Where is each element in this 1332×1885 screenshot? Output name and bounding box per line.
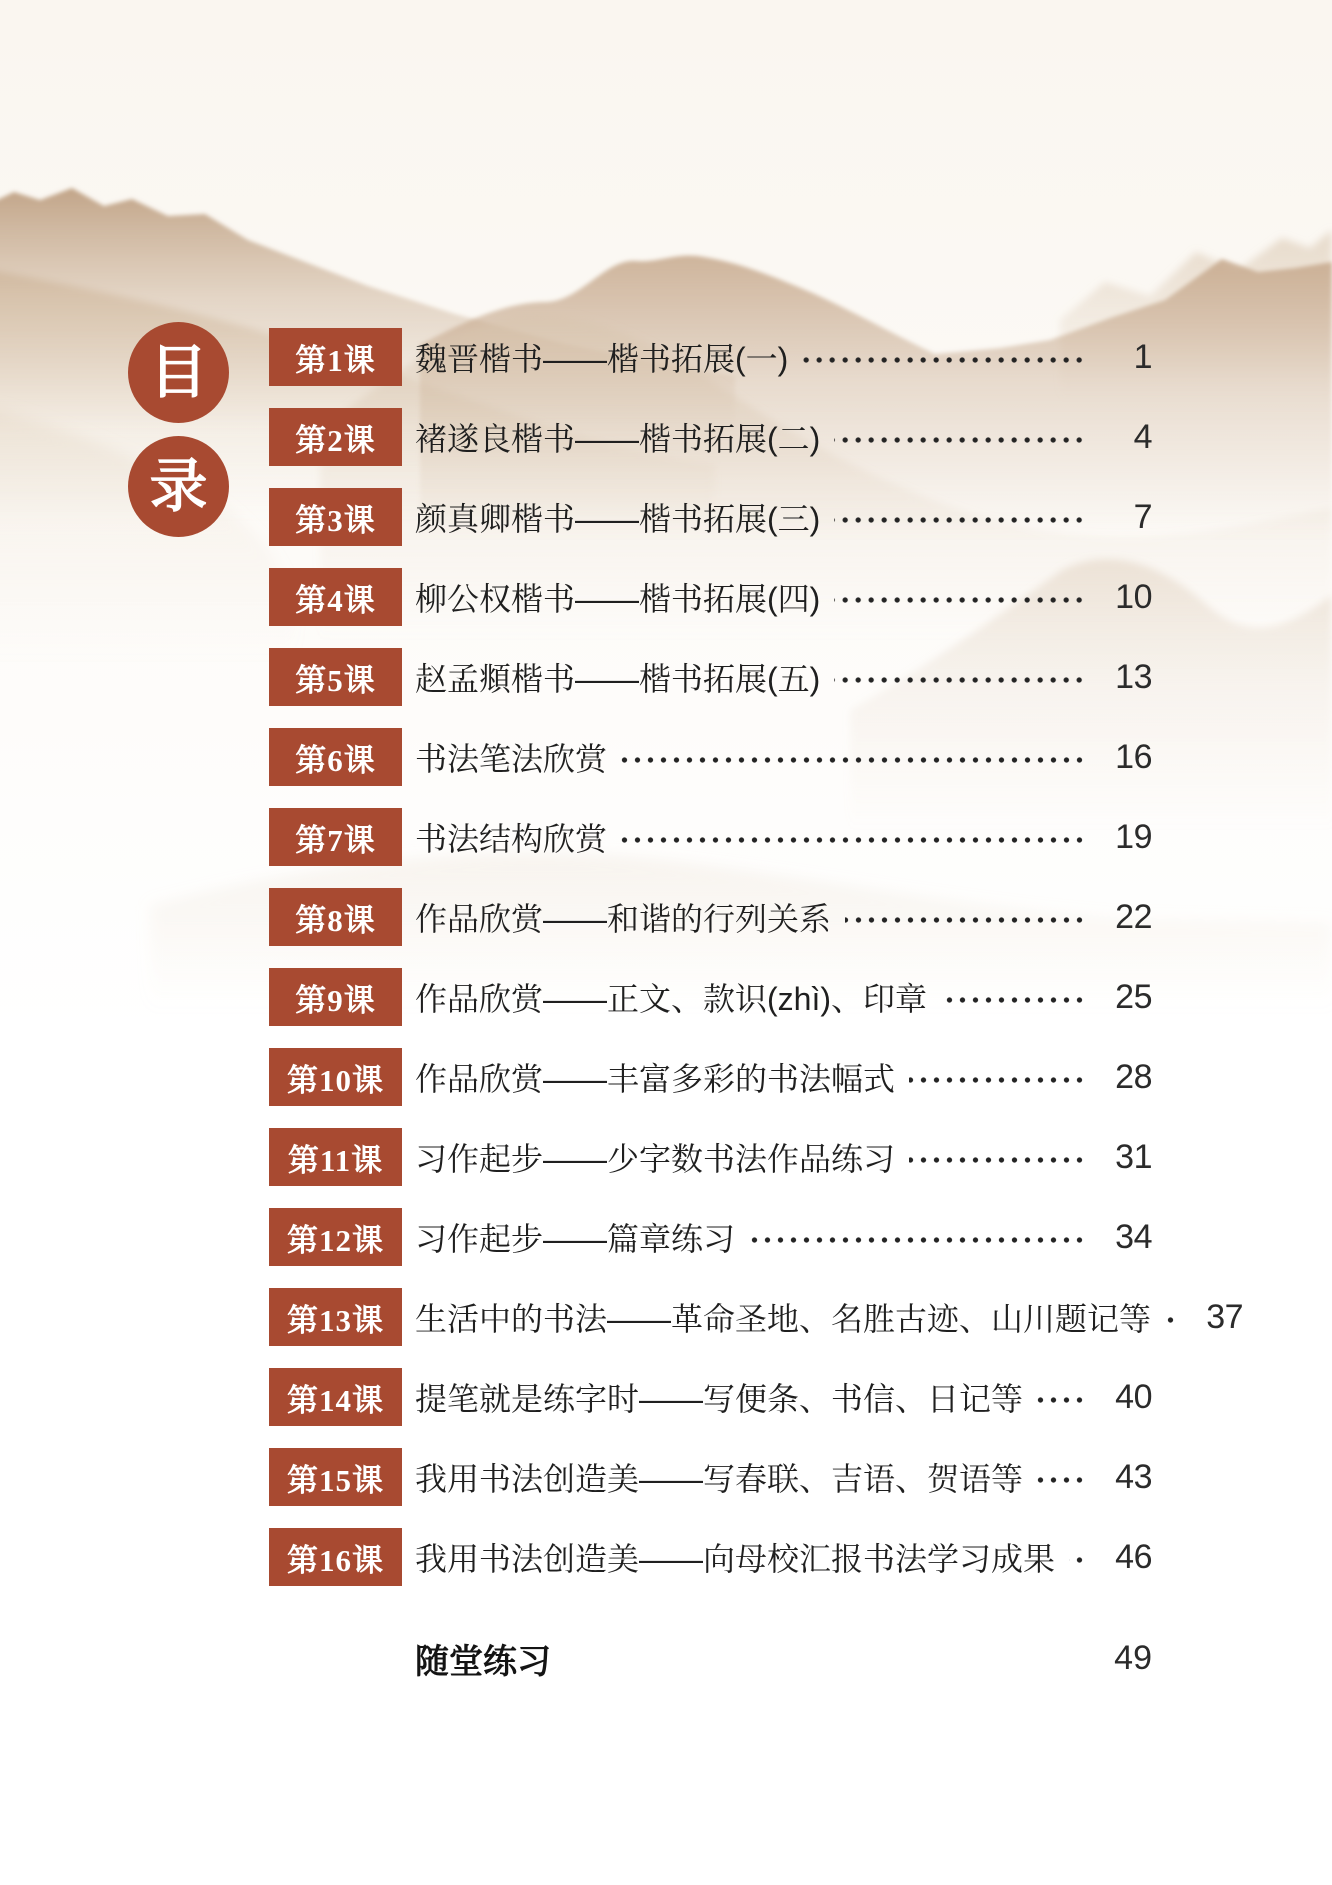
dotted-leader (1069, 1556, 1086, 1564)
page-number: 34 (1115, 1217, 1152, 1256)
toc-entry (269, 1037, 1152, 1117)
lesson-title: 作品欣赏——丰富多彩的书法幅式 (415, 1061, 896, 1097)
footer-row (269, 1630, 1152, 1686)
lesson-badge: 第14课 (269, 1368, 402, 1426)
lesson-badge: 第15课 (269, 1448, 402, 1506)
page-number: 43 (1115, 1457, 1152, 1496)
lesson-title: 习作起步——篇章练习 (415, 1221, 736, 1257)
page-number: 37 (1206, 1297, 1244, 1336)
toc-entry (269, 397, 1152, 477)
lesson-title: 我用书法创造美——写春联、吉语、贺语等 (415, 1461, 1024, 1497)
lesson-badge: 第6课 (269, 728, 402, 786)
dotted-leader (834, 676, 1086, 684)
toc-entry (269, 477, 1152, 557)
toc-entry (269, 637, 1152, 717)
lesson-title: 柳公权楷书——楷书拓展(四) (415, 581, 821, 617)
lesson-title: 褚遂良楷书——楷书拓展(二) (415, 421, 821, 457)
page-number: 19 (1115, 817, 1152, 856)
toc-entry (269, 317, 1152, 397)
page-number: 22 (1115, 897, 1152, 936)
dotted-leader (845, 916, 1086, 924)
lesson-badge: 第5课 (269, 648, 402, 706)
page-number: 10 (1115, 577, 1152, 616)
lesson-badge: 第16课 (269, 1528, 402, 1586)
lesson-badge: 第1课 (269, 328, 402, 386)
toc-entry (269, 1357, 1152, 1437)
toc-entry (269, 1117, 1152, 1197)
toc-entry (269, 1197, 1152, 1277)
toc-entry (269, 1437, 1152, 1517)
toc-entry (269, 1277, 1244, 1357)
lesson-badge: 第9课 (269, 968, 402, 1026)
footer-page-number: 49 (1114, 1638, 1152, 1677)
toc-title-badge (128, 322, 229, 537)
lesson-title: 颜真卿楷书——楷书拓展(三) (415, 501, 821, 537)
toc-entry (269, 797, 1152, 877)
page-number: 7 (1133, 497, 1152, 536)
lesson-badge: 第11课 (269, 1128, 402, 1186)
lesson-title: 书法笔法欣赏 (415, 741, 608, 777)
page-number: 13 (1115, 657, 1152, 696)
lesson-badge: 第8课 (269, 888, 402, 946)
lesson-badge: 第2课 (269, 408, 402, 466)
page-number: 28 (1115, 1057, 1152, 1096)
dotted-leader (621, 836, 1086, 844)
lesson-title: 赵孟頫楷书——楷书拓展(五) (415, 661, 821, 697)
page-number: 4 (1133, 417, 1152, 456)
toc-entry (269, 717, 1152, 797)
lesson-badge: 第12课 (269, 1208, 402, 1266)
page-number: 31 (1115, 1137, 1152, 1176)
toc-title-char-mu: 目 (128, 322, 229, 423)
page-number: 40 (1115, 1377, 1152, 1416)
lesson-title: 提笔就是练字时——写便条、书信、日记等 (415, 1381, 1024, 1417)
dotted-leader (834, 436, 1086, 444)
toc-entry (269, 877, 1152, 957)
dotted-leader (802, 356, 1086, 364)
page-number: 25 (1115, 977, 1152, 1016)
lesson-badge: 第3课 (269, 488, 402, 546)
dotted-leader (1037, 1396, 1086, 1404)
footer-exercise-label: 随堂练习 (415, 1642, 551, 1681)
dotted-leader (834, 516, 1086, 524)
dotted-leader (909, 1076, 1086, 1084)
lesson-badge: 第4课 (269, 568, 402, 626)
dotted-leader (1037, 1476, 1086, 1484)
lesson-title: 生活中的书法——革命圣地、名胜古迹、山川题记等 (415, 1301, 1152, 1337)
lesson-title: 作品欣赏——和谐的行列关系 (415, 901, 832, 937)
lesson-title: 书法结构欣赏 (415, 821, 608, 857)
toc-list (269, 317, 1244, 1597)
toc-entry (269, 957, 1152, 1037)
toc-entry (269, 557, 1152, 637)
lesson-badge: 第7课 (269, 808, 402, 866)
page-number: 46 (1115, 1537, 1152, 1576)
dotted-leader (1165, 1316, 1177, 1324)
dotted-leader (834, 596, 1086, 604)
page-number: 16 (1115, 737, 1152, 776)
lesson-title: 习作起步——少字数书法作品练习 (415, 1141, 896, 1177)
dotted-leader (909, 1156, 1086, 1164)
lesson-title: 魏晋楷书——楷书拓展(一) (415, 341, 789, 377)
toc-title-char-lu: 录 (128, 436, 229, 537)
lesson-title: 我用书法创造美——向母校汇报书法学习成果 (415, 1541, 1056, 1577)
lesson-title: 作品欣赏——正文、款识(zhì)、印章 (415, 981, 928, 1017)
dotted-leader (749, 1236, 1086, 1244)
lesson-badge: 第10课 (269, 1048, 402, 1106)
lesson-badge: 第13课 (269, 1288, 402, 1346)
toc-entry (269, 1517, 1152, 1597)
dotted-leader (621, 756, 1086, 764)
page-number: 1 (1133, 337, 1152, 376)
dotted-leader (941, 996, 1086, 1004)
